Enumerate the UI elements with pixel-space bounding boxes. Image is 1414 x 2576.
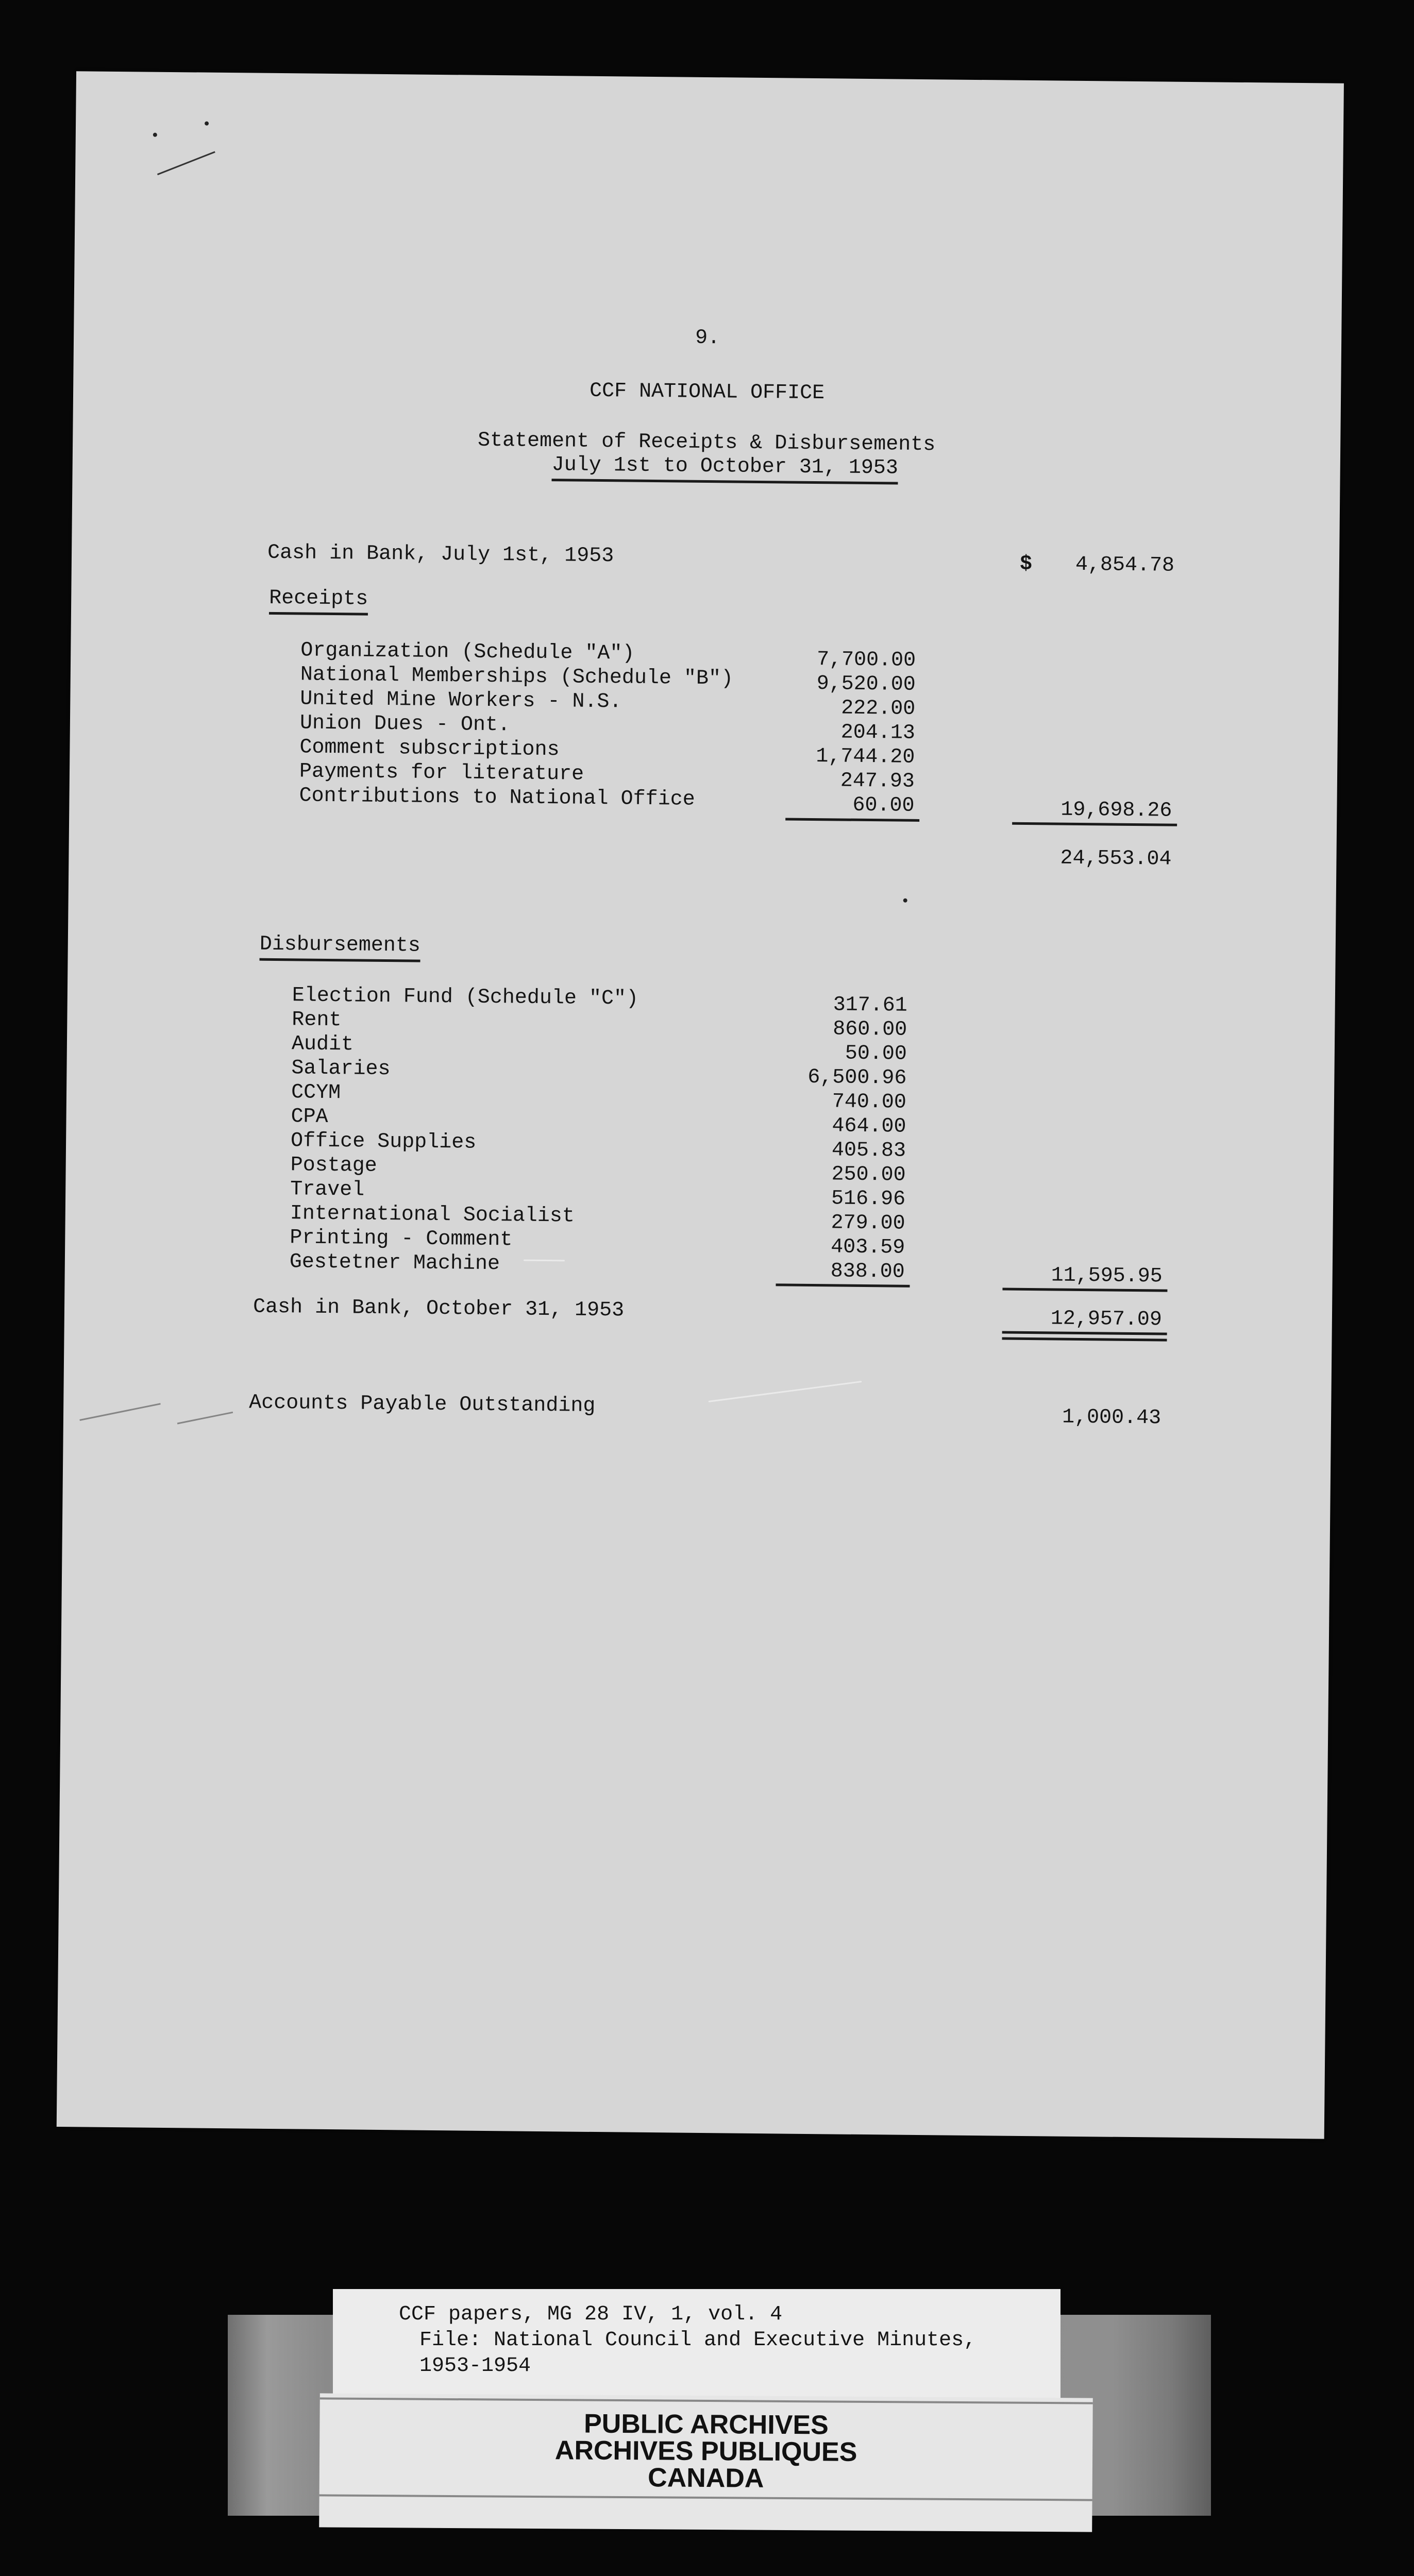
disbursement-label: Travel [290,1178,365,1202]
disbursement-label: Office Supplies [290,1129,477,1155]
disbursement-label: Audit [291,1032,354,1057]
running-total: 24,553.04 [1060,846,1172,871]
receipt-label: United Mine Workers - N.S. [300,687,622,714]
stamp-rule [319,2494,1092,2501]
closing-balance-amount: 12,957.09 [1050,1307,1163,1332]
disbursement-label: Rent [292,1008,342,1032]
disbursements-total: 11,595.95 [1051,1264,1163,1289]
ink-mark [79,1403,160,1421]
stamp-line: ARCHIVES PUBLIQUES [554,2435,857,2467]
receipt-label: Union Dues - Ont. [299,711,511,737]
disbursement-amount: 279.00 [831,1211,905,1235]
accounts-payable-amount: 1,000.43 [1062,1405,1162,1430]
stamp-rule [320,2397,1093,2404]
receipt-amount: 247.93 [840,769,915,793]
paper-scratch [524,1260,565,1262]
disbursement-label: Salaries [291,1057,391,1081]
accounts-payable-label: Accounts Payable Outstanding [249,1391,596,1418]
closing-double-rule-bottom [1002,1337,1167,1342]
ink-mark [177,1412,233,1425]
closing-balance-label: Cash in Bank, October 31, 1953 [252,1295,625,1323]
paper-scratch [709,1381,862,1402]
disbursement-label: Gestetner Machine [289,1250,500,1276]
disbursement-amount: 403.59 [830,1235,905,1260]
receipts-total: 19,698.26 [1060,798,1172,823]
archive-label-line: CCF papers, MG 28 IV, 1, vol. 4 [399,2303,783,2326]
disbursement-label: CCYM [291,1081,341,1105]
disbursement-label: International Socialist [290,1202,575,1228]
ink-speck [153,133,157,137]
archives-stamp [319,2393,1093,2532]
disbursement-amount: 516.96 [831,1187,906,1211]
archive-file-label [333,2289,1060,2402]
disbursement-label: Printing - Comment [290,1226,513,1252]
archive-label-line: 1953-1954 [419,2354,531,2378]
disbursement-amount: 464.00 [832,1114,906,1139]
receipt-label: National Memberships (Schedule "B") [300,663,734,691]
disbursement-label: Election Fund (Schedule "C") [292,984,639,1011]
ink-mark [157,151,215,175]
receipt-label: Contributions to National Office [299,784,695,811]
receipt-label: Organization (Schedule "A") [300,639,635,666]
disbursement-amount: 250.00 [831,1163,906,1187]
document-page [57,71,1344,2139]
receipt-amount: 204.13 [840,721,916,745]
disbursement-amount: 6,500.96 [807,1065,907,1090]
receipt-label: Payments for literature [299,760,584,786]
receipt-amount: 1,744.20 [816,745,915,769]
disbursements-subtotal-rule [776,1283,910,1287]
document-heading: CCF NATIONAL OFFICE [589,379,825,405]
disbursement-amount: 405.83 [831,1139,906,1163]
receipts-subtotal-rule [785,818,919,821]
opening-balance-amount: 4,854.78 [1075,553,1175,578]
disbursement-amount: 838.00 [830,1260,905,1284]
stamp-line: CANADA [647,2463,764,2494]
statement-period: July 1st to October 31, 1953 [551,453,898,484]
disbursements-heading: Disbursements [260,933,421,962]
receipt-label: Comment subscriptions [299,736,560,762]
opening-balance-label: Cash in Bank, July 1st, 1953 [267,541,614,568]
currency-symbol: $ [1019,552,1033,577]
stamp-line: PUBLIC ARCHIVES [583,2409,829,2441]
document-subheading: Statement of Receipts & Disbursements [477,429,936,457]
closing-double-rule-top [1002,1331,1167,1335]
receipt-amount: 7,700.00 [816,648,916,672]
disbursement-label: CPA [291,1105,328,1129]
disbursement-amount: 50.00 [845,1042,907,1066]
ink-speck [903,899,907,903]
receipts-heading: Receipts [269,587,368,616]
receipt-amount: 222.00 [841,697,916,721]
disbursement-label: Postage [290,1154,377,1178]
receipt-amount: 9,520.00 [816,672,916,697]
disbursement-amount: 740.00 [832,1090,907,1114]
disbursement-amount: 860.00 [833,1018,907,1042]
archive-label-line: File: National Council and Executive Minutes, [419,2329,977,2352]
disbursement-amount: 317.61 [833,993,907,1018]
page-number: 9. [695,326,720,350]
receipts-total-rule [1012,822,1177,826]
disbursements-total-rule [1002,1288,1167,1292]
receipt-amount: 60.00 [852,793,915,818]
ink-speck [205,122,209,126]
